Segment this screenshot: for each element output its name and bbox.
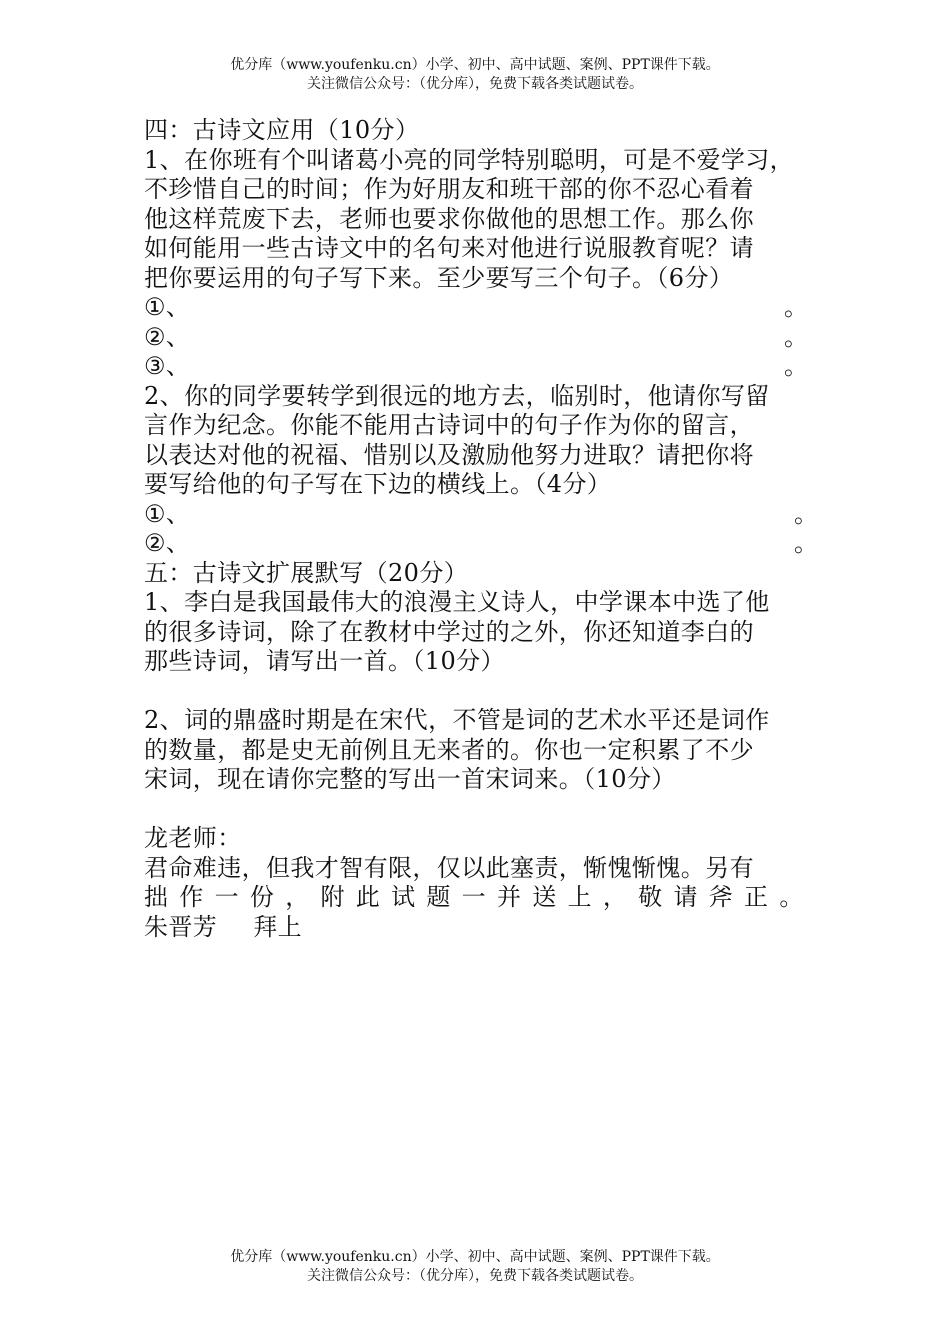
question-line: 言作为纪念。你能不能用古诗词中的句子作为你的留言，	[144, 411, 754, 439]
answer-marker: ②、	[144, 529, 191, 557]
question-line: 的很多诗词，除了在教材中学过的之外，你还知道李白的	[144, 617, 754, 646]
question-line: 那些诗词，请写出一首。（10分）	[144, 647, 505, 675]
footer-line-2: 关注微信公众号：（优分库），免费下载各类试题试卷。	[307, 1268, 643, 1284]
page-footer	[0, 1248, 950, 1286]
answer-end-mark: 。	[794, 499, 819, 528]
note-char: 一	[461, 883, 487, 911]
section-4-question-1	[144, 146, 812, 294]
question-line: 2、你的同学要转学到很远的地方去，临别时，他请你写留	[144, 381, 770, 410]
section-4-question-2	[144, 382, 812, 500]
note-char: 斧	[708, 883, 734, 911]
note-char: 拙	[144, 883, 169, 911]
note-signature	[144, 913, 812, 943]
question-line: 1、在你班有个叫诸葛小亮的同学特别聪明，可是不爱学习，	[144, 145, 795, 174]
answer-end-mark: 。	[784, 293, 809, 321]
closing-text: 拜上	[253, 912, 303, 941]
section-5-title: 五：古诗文扩展默写（20分）	[144, 558, 469, 587]
signer-name: 朱晋芳	[144, 912, 218, 941]
question-line: 宋词，现在请你完整的写出一首宋词来。（10分）	[144, 765, 676, 793]
note-char: 。	[779, 883, 804, 911]
note-char: 送	[532, 883, 557, 911]
note-char: 作	[179, 883, 204, 911]
note-char: 份	[249, 883, 275, 911]
question-line: 的数量，都是史无前例且无来者的。你也一定积累了不少	[144, 735, 754, 764]
answer-marker: ①、	[144, 499, 191, 528]
note-char: 请	[673, 883, 698, 911]
section-4-q1-answers	[144, 293, 812, 382]
answer-marker: ①、	[144, 293, 191, 321]
answer-end-mark: 。	[784, 352, 809, 380]
teacher-note	[144, 824, 812, 942]
question-line: 以表达对他的祝福、惜别以及激励他努力进取？请把你将	[144, 440, 754, 469]
question-line: 把你要运用的句子写下来。至少要写三个句子。（6分）	[144, 263, 734, 292]
question-line: 1、李白是我国最伟大的浪漫主义诗人，中学课本中选了他	[144, 588, 770, 616]
answer-end-mark: 。	[794, 529, 819, 557]
header-line-1: 优分库（www.youfenku.cn）小学、初中、高中试题、案例、PPT课件下载。	[230, 57, 720, 73]
section-5-question-2	[144, 706, 812, 795]
note-char: 正	[744, 883, 769, 911]
answer-line[interactable]	[144, 529, 819, 559]
note-char: 此	[355, 883, 381, 911]
note-char: ，	[602, 883, 628, 911]
note-char: ，	[285, 883, 310, 911]
note-char: 并	[496, 883, 522, 911]
document-body	[144, 116, 819, 942]
question-line: 不珍惜自己的时间；作为好朋友和班干部的你不忍心看着	[144, 175, 754, 203]
question-line: 如何能用一些古诗文中的名句来对他进行说服教育呢？请	[144, 234, 754, 262]
question-line: 他这样荒废下去，老师也要求你做他的思想工作。那么你	[144, 204, 754, 233]
header-line-2: 关注微信公众号：（优分库），免费下载各类试题试卷。	[307, 76, 643, 92]
answer-line[interactable]	[144, 499, 819, 530]
note-salutation: 龙老师：	[144, 824, 242, 852]
answer-end-mark: 。	[784, 322, 809, 351]
note-char: 上	[567, 883, 592, 911]
answer-marker: ②、	[144, 322, 191, 351]
question-line: 要写给他的句子写在下边的横线上。（4分）	[144, 470, 612, 498]
note-char: 题	[426, 883, 451, 911]
answer-line[interactable]	[144, 352, 812, 382]
note-line: 君命难违，但我才智有限，仅以此塞责，惭愧惭愧。另有	[144, 853, 754, 882]
answer-marker: ③、	[144, 352, 191, 380]
note-line-justified	[144, 883, 804, 913]
note-char: 试	[391, 883, 416, 911]
note-char: 敬	[638, 883, 663, 911]
note-char: 附	[320, 883, 345, 911]
section-5-question-1	[144, 588, 812, 677]
note-char: 一	[214, 883, 239, 911]
answer-space[interactable]	[144, 677, 812, 707]
answer-line[interactable]	[144, 293, 812, 323]
section-4-q2-answers	[144, 499, 819, 559]
section-4-title: 四：古诗文应用（10分）	[144, 116, 420, 144]
question-line: 2、词的鼎盛时期是在宋代，不管是词的艺术水平还是词作	[144, 706, 770, 734]
footer-line-1: 优分库（www.youfenku.cn）小学、初中、高中试题、案例、PPT课件下载。	[230, 1249, 720, 1265]
page-header	[0, 56, 950, 94]
answer-line[interactable]	[144, 323, 812, 353]
answer-space[interactable]	[144, 795, 812, 825]
